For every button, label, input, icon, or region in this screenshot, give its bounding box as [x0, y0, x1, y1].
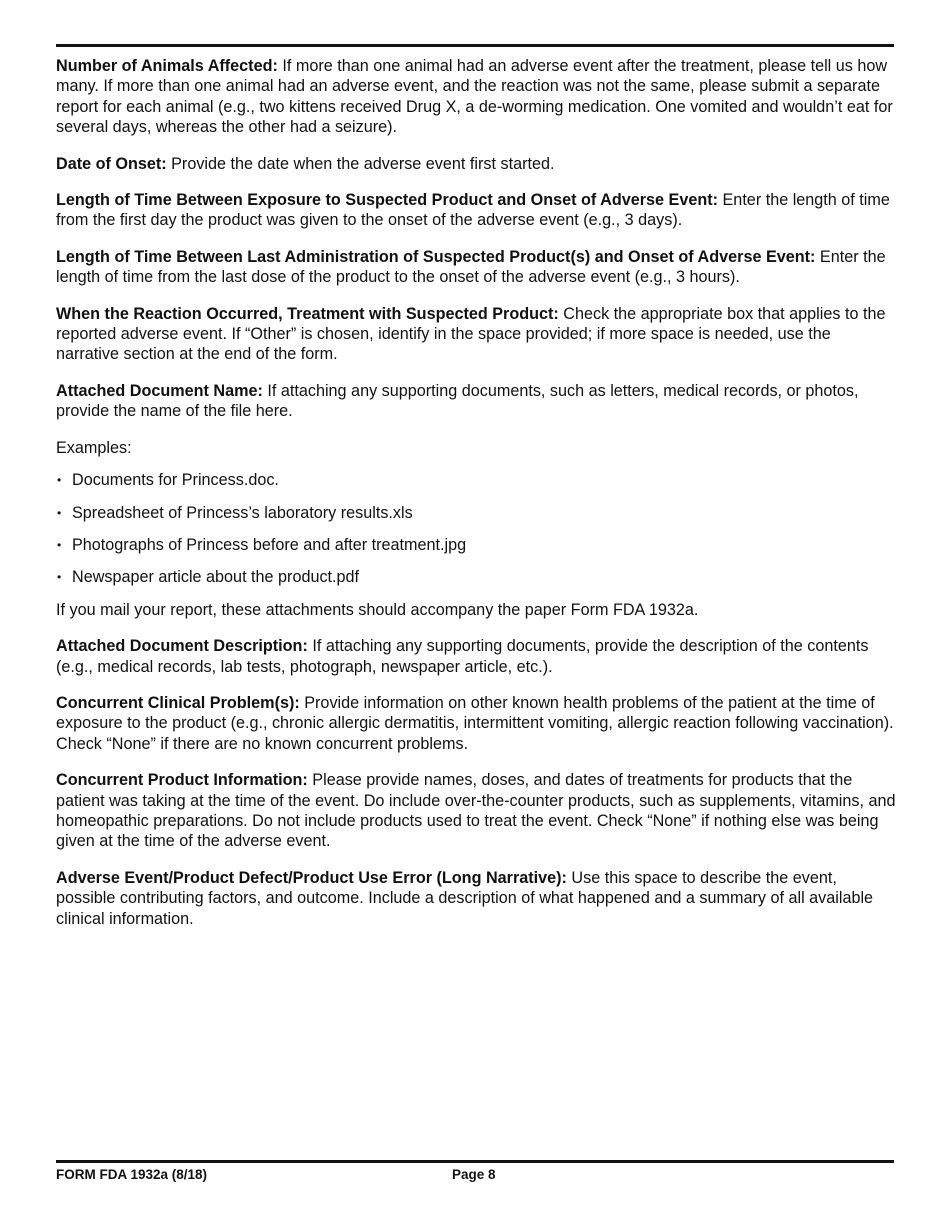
- section-text: Provide the date when the adverse event first started.: [166, 154, 555, 173]
- section-text: If more than one animal had an adverse event after the treatment, please tell us how many. If more than one animal had an adverse event, and the reaction was not the same, please submit a separate report for each animal (e.g., two kittens received Drug X, a de-worming medication. One vomited and wouldn’t eat for several days, whereas the other had a seizure).: [56, 57, 893, 137]
- section-text: Enter the length of time from the last dose of the product to the onset of the adverse event (e.g., 3 hours).: [56, 247, 886, 287]
- bullet-icon: •: [57, 570, 62, 585]
- section-time-last-administration-to-onset: [56, 247, 896, 288]
- section-attached-document-name: [56, 381, 896, 422]
- section-term: Adverse Event/Product Defect/Product Use Error (Long Narrative):: [56, 868, 567, 887]
- footer-divider: [56, 1160, 894, 1163]
- section-term: Attached Document Description:: [56, 637, 308, 656]
- section-term: When the Reaction Occurred, Treatment with Suspected Product:: [56, 304, 559, 323]
- section-text: If attaching any supporting documents, provide the description of the contents (e.g., medical records, lab tests, photograph, newspaper article, etc.).: [56, 637, 869, 676]
- section-term: Concurrent Product Information:: [56, 771, 308, 790]
- list-item-text: Documents for Princess.doc.: [72, 471, 279, 490]
- footer-page-number: Page 8: [452, 1167, 496, 1182]
- section-term: Number of Animals Affected:: [56, 57, 278, 75]
- section-text: Use this space to describe the event, possible contributing factors, and outcome. Include a description of what happened and a summary of all available clinical information.: [56, 868, 874, 928]
- section-term: Length of Time Between Last Administration of Suspected Product(s) and Onset of Adverse Event:: [56, 247, 816, 266]
- section-term: Length of Time Between Exposure to Suspected Product and Onset of Adverse Event:: [56, 191, 719, 210]
- instructions-body: [56, 56, 896, 945]
- list-item: [56, 470, 896, 490]
- section-term: Concurrent Clinical Problem(s):: [56, 693, 300, 712]
- section-attached-document-description: [56, 636, 896, 677]
- section-text: Please provide names, doses, and dates of treatments for products that the patient was taking at the time of the event. Do include over-the-counter products, such as supplements, vitamins, and homeopathic preparations. Do not include products used to treat the event. Check “None” if nothing else was being given at the time of the adverse event.: [56, 771, 896, 851]
- bullet-icon: •: [57, 473, 62, 488]
- examples-list: [56, 470, 896, 588]
- list-item: [56, 535, 896, 555]
- section-when-reaction-occurred: [56, 304, 896, 365]
- top-divider: [56, 44, 894, 47]
- footer-form-id: FORM FDA 1932a (8/18): [56, 1167, 208, 1182]
- section-text: Enter the length of time from the first day the product was given to the onset of the adverse event (e.g., 3 days).: [56, 191, 890, 230]
- section-concurrent-product-information: [56, 770, 896, 852]
- list-item-text: Spreadsheet of Princess’s laboratory results.xls: [72, 503, 413, 522]
- list-item-text: Newspaper article about the product.pdf: [72, 568, 360, 587]
- examples-label: Examples:: [56, 438, 132, 457]
- list-item: [56, 503, 896, 523]
- list-item: [56, 567, 896, 587]
- mail-note: If you mail your report, these attachments should accompany the paper Form FDA 1932a.: [56, 600, 699, 619]
- section-number-of-animals: [56, 56, 896, 138]
- section-time-exposure-to-onset: [56, 190, 896, 231]
- bullet-icon: •: [57, 537, 62, 552]
- section-text: If attaching any supporting documents, such as letters, medical records, or photos, provide the name of the file here.: [56, 381, 859, 421]
- section-concurrent-clinical-problems: [56, 693, 896, 754]
- section-term: Date of Onset:: [56, 154, 167, 173]
- section-date-of-onset: [56, 154, 896, 174]
- bullet-icon: •: [57, 505, 62, 520]
- section-text: Provide information on other known health problems of the patient at the time of exposure to the product (e.g., chronic allergic dermatitis, intermittent vomiting, allergic reaction following vaccination). Check “None” if there are no known concurrent problems.: [56, 693, 894, 753]
- list-item-text: Photographs of Princess before and after treatment.jpg: [72, 535, 467, 554]
- section-long-narrative: [56, 868, 896, 929]
- section-text: Check the appropriate box that applies to the reported adverse event. If “Other” is chosen, identify in the space provided; if more space is needed, use the narrative section at the end of the form.: [56, 304, 886, 364]
- section-term: Attached Document Name:: [56, 381, 263, 400]
